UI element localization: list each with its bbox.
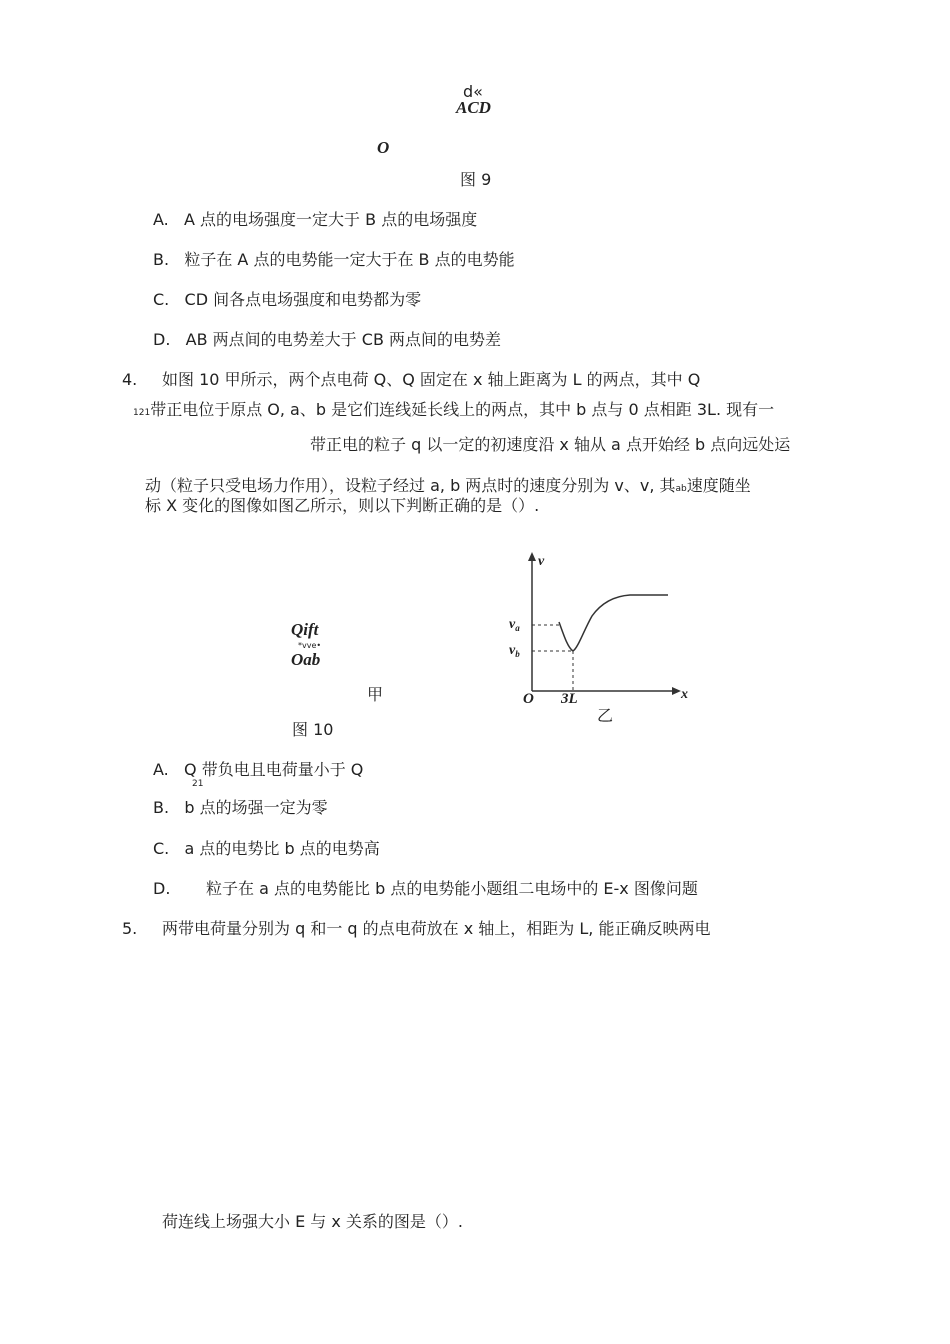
q3-option-c: C. CD 间各点电场强度和电势都为零 bbox=[153, 290, 422, 309]
x-axis-arrow bbox=[672, 687, 681, 695]
fig9-origin-label: O bbox=[377, 138, 390, 157]
q4-line4: 动（粒子只受电场力作用），设粒子经过 a, b 两点时的速度分别为 v、v, 其ab速度随坐 bbox=[145, 476, 751, 495]
q4-line4-sub: ab bbox=[675, 484, 687, 494]
q5-line1: 两带电荷量分别为 q 和一 q 的点电荷放在 x 轴上，相距为 L, 能正确反映两电 bbox=[162, 919, 711, 938]
x-axis-label: x bbox=[681, 687, 688, 702]
q4-line3: 带正电的粒子 q 以一定的初速度沿 x 轴从 a 点开始经 b 点向远处运 bbox=[310, 435, 791, 454]
fig9-points-label: ACD bbox=[456, 98, 491, 117]
x-tick-3l: 3L bbox=[561, 691, 578, 707]
q5-number: 5. bbox=[122, 919, 138, 938]
y-tick-vb: $v_b$ bbox=[509, 643, 520, 659]
panel-label-yi: 乙 bbox=[597, 708, 614, 725]
q5-line2: 荷连线上场强大小 E 与 x 关系的图是（）. bbox=[162, 1212, 464, 1231]
velocity-chart bbox=[500, 548, 700, 728]
q4-line2-sub: 121 bbox=[133, 408, 151, 418]
q4-option-c: C. a 点的电势比 b 点的电势高 bbox=[153, 839, 380, 858]
fig10-jia: 甲 bbox=[367, 685, 384, 704]
q4-option-d: D. 粒子在 a 点的电势能比 b 点的电势能小题组二电场中的 E-x 图像问题 bbox=[153, 879, 698, 898]
q4-line1: 如图 10 甲所示，两个点电荷 Q、Q 固定在 x 轴上距离为 L 的两点，其中 Q bbox=[162, 370, 701, 389]
fig10-caption: 图 10 bbox=[292, 720, 334, 739]
origin-label: O bbox=[523, 691, 534, 707]
q4-line2: 121带正电位于原点 O, a、b 是它们连线延长线上的两点，其中 b 点与 0 点相距 3L. 现有一 bbox=[133, 400, 775, 419]
q3-option-a: A. A 点的电场强度一定大于 B 点的电场强度 bbox=[153, 210, 478, 229]
q4-line5: 标 X 变化的图像如图乙所示，则以下判断正确的是（）. bbox=[145, 496, 540, 515]
q4-option-a-sub: 21 bbox=[192, 779, 204, 789]
y-axis-arrow bbox=[528, 552, 536, 561]
fig10-label-qift: Qift bbox=[291, 620, 319, 639]
fig10-label-small: *vve• bbox=[298, 641, 322, 650]
y-tick-va: $v_a$ bbox=[509, 617, 520, 633]
q4-option-b: B. b 点的场强一定为零 bbox=[153, 798, 328, 817]
velocity-curve bbox=[559, 595, 668, 651]
q4-option-a: A. Q 带负电且电荷量小于 Q bbox=[153, 760, 364, 779]
fig9-caption: 图 9 bbox=[460, 170, 492, 189]
y-axis-label: v bbox=[538, 554, 545, 569]
fig9-top-label: d« bbox=[463, 82, 483, 101]
q3-option-b: B. 粒子在 A 点的电势能一定大于在 B 点的电势能 bbox=[153, 250, 515, 269]
q4-number: 4. bbox=[122, 370, 138, 389]
fig10-label-oab: Oab bbox=[291, 650, 321, 669]
q3-option-d: D. AB 两点间的电势差大于 CB 两点间的电势差 bbox=[153, 330, 502, 349]
